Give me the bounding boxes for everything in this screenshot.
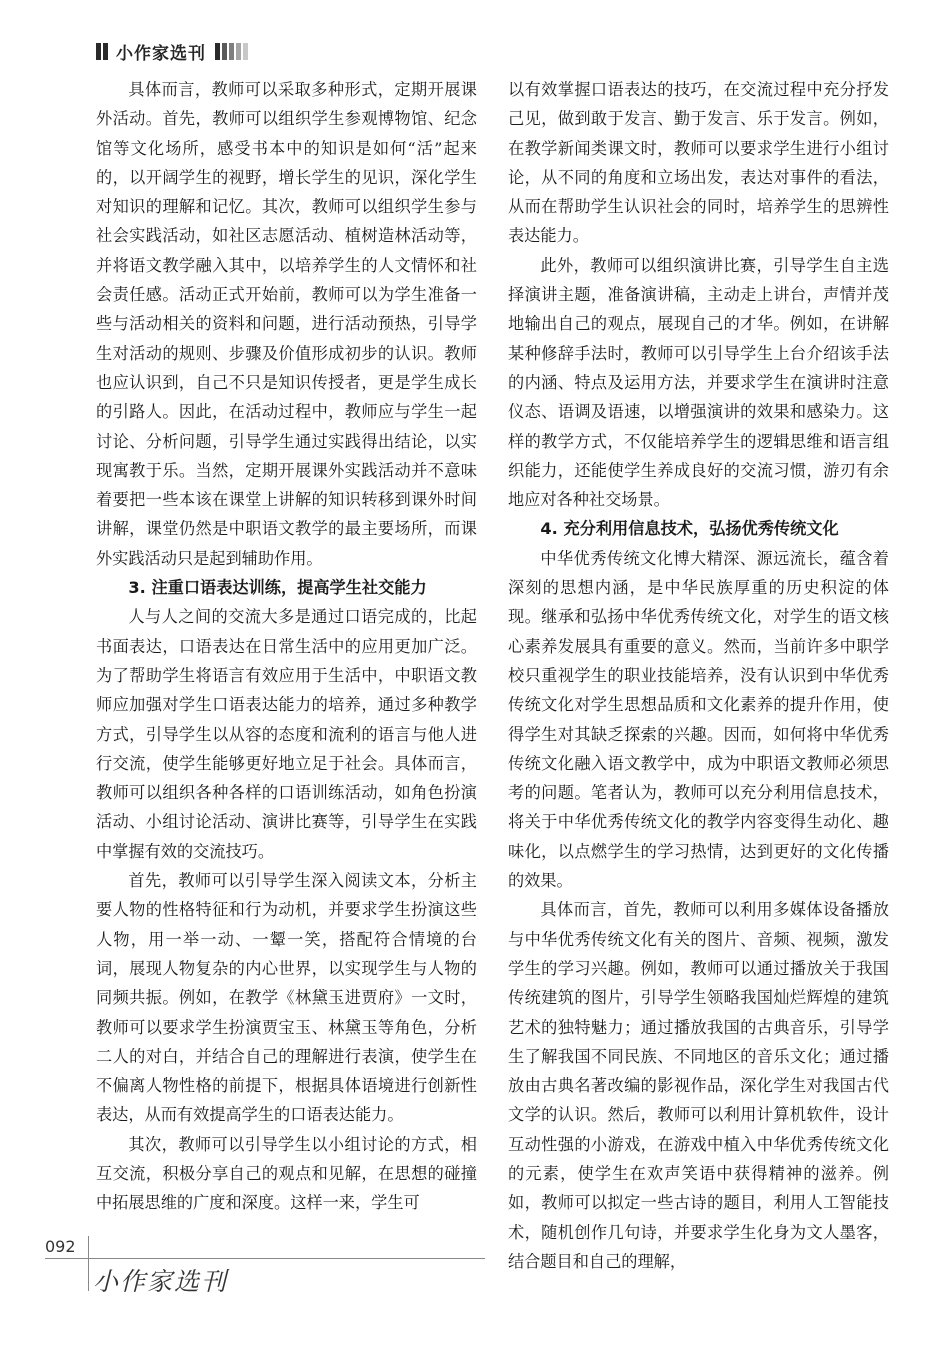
paragraph: 人与人之间的交流大多是通过口语完成的，比起书面表达，口语表达在日常生活中的应用更加广泛。为了帮助学生将语言有效应用于生活中，中职语文教师应加强对学生口语表达能力的培养，通过多种教学方式，引导学生以从容的态度和流利的语言与他人进行交流，使学生能够更好地立足于社会。具体而言，教师可以组织各种各样的口语训练活动，如角色扮演活动、小组讨论活动、演讲比赛等，引导学生在实践中掌握有效的交流技巧。 xyxy=(96,607,477,861)
header-bar-icon xyxy=(229,43,234,60)
header-bar-icon xyxy=(243,43,248,60)
section-heading: 3. 注重口语表达训练，提高学生社交能力 xyxy=(128,578,427,598)
header-bar-icon xyxy=(96,43,101,60)
header-bar-icon xyxy=(103,43,108,60)
left-column xyxy=(96,75,477,1218)
section-heading: 4. 充分利用信息技术，弘扬优秀传统文化 xyxy=(540,519,839,539)
journal-title: 小作家选刊 xyxy=(116,43,206,64)
footer-rule xyxy=(45,1258,485,1259)
footer-logo: 小作家选刊 xyxy=(93,1267,229,1296)
paragraph: 首先，教师可以引导学生深入阅读文本，分析主要人物的性格特征和行为动机，并要求学生扮演这些人物，用一举一动、一颦一笑，搭配符合情境的台词，展现人物复杂的内心世界，以实现学生与人物的同频共振。例如，在教学《林黛玉进贾府》一文时，教师可以要求学生扮演贾宝玉、林黛玉等角色，分析二人的对白，并结合自己的理解进行表演，使学生在不偏离人物性格的前提下，根据具体语境进行创新性表达，从而有效提高学生的口语表达能力。 xyxy=(96,871,477,1125)
paragraph: 具体而言，首先，教师可以利用多媒体设备播放与中华优秀传统文化有关的图片、音频、视频，激发学生的学习兴趣。例如，教师可以通过播放关于我国传统建筑的图片，引导学生领略我国灿烂辉煌的建筑艺术的独特魅力；通过播放我国的古典音乐，引导学生了解我国不同民族、不同地区的音乐文化；通过播放由古典名著改编的影视作品，深化学生对我国古代文学的认识。然后，教师可以利用计算机软件，设计互动性强的小游戏，在游戏中植入中华优秀传统文化的元素，使学生在欢声笑语中获得精神的滋养。例如，教师可以拟定一些古诗的题目，利用人工智能技术，随机创作几句诗，并要求学生化身为文人墨客，结合题目和自己的理解， xyxy=(508,900,889,1271)
footer-divider xyxy=(88,1236,89,1291)
running-header xyxy=(96,38,250,64)
right-column xyxy=(508,75,889,1276)
paragraph: 具体而言，教师可以采取多种形式，定期开展课外活动。首先，教师可以组织学生参观博物馆、纪念馆等文化场所，感受书本中的知识是如何“活”起来的，以开阔学生的视野，增长学生的见识，深化学生对知识的理解和记忆。其次，教师可以组织学生参与社会实践活动，如社区志愿活动、植树造林活动等，并将语文教学融入其中，以培养学生的人文情怀和社会责任感。活动正式开始前，教师可以为学生准备一些与活动相关的资料和问题，进行活动预热，引导学生对活动的规则、步骤及价值形成初步的认识。教师也应认识到，自己不只是知识传授者，更是学生成长的引路人。因此，在活动过程中，教师应与学生一起讨论、分析问题，引导学生通过实践得出结论，以实现寓教于乐。当然，定期开展课外实践活动并不意味着要把一些本该在课堂上讲解的知识转移到课外时间讲解，课堂仍然是中职语文教学的最主要场所，而课外实践活动只是起到辅助作用。 xyxy=(96,80,477,568)
paragraph: 以有效掌握口语表达的技巧，在交流过程中充分抒发己见，做到敢于发言、勤于发言、乐于发言。例如，在教学新闻类课文时，教师可以要求学生进行小组讨论，从不同的角度和立场出发，表达对事件的看法，从而在帮助学生认识社会的同时，培养学生的思辨性表达能力。 xyxy=(508,80,889,246)
paragraph: 其次，教师可以引导学生以小组讨论的方式，相互交流，积极分享自己的观点和见解，在思想的碰撞中拓展思维的广度和深度。这样一来，学生可 xyxy=(96,1134,477,1213)
header-bar-icon xyxy=(222,43,227,60)
header-bar-icon xyxy=(215,43,220,60)
paragraph: 此外，教师可以组织演讲比赛，引导学生自主选择演讲主题，准备演讲稿，主动走上讲台，声情并茂地输出自己的观点，展现自己的才华。例如，在讲解某种修辞手法时，教师可以引导学生上台介绍该手法的内涵、特点及运用方法，并要求学生在演讲时注意仪态、语调及语速，以增强演讲的效果和感染力。这样的教学方式，不仅能培养学生的逻辑思维和语言组织能力，还能使学生养成良好的交流习惯，游刃有余地应对各种社交场景。 xyxy=(508,255,889,510)
header-bar-icon xyxy=(236,43,241,60)
page-number: 092 xyxy=(45,1237,76,1256)
paragraph: 中华优秀传统文化博大精深、源远流长，蕴含着深刻的思想内涵，是中华民族厚重的历史积淀的体现。继承和弘扬中华优秀传统文化，对学生的语文核心素养发展具有重要的意义。然而，当前许多中职学校只重视学生的职业技能培养，没有认识到中华优秀传统文化对学生思想品质和文化素养的提升作用，使得学生对其缺乏探索的兴趣。因而，如何将中华优秀传统文化融入语文教学中，成为中职语文教师必须思考的问题。笔者认为，教师可以充分利用信息技术，将关于中华优秀传统文化的教学内容变得生动化、趣味化，以点燃学生的学习热情，达到更好的文化传播的效果。 xyxy=(508,548,889,891)
